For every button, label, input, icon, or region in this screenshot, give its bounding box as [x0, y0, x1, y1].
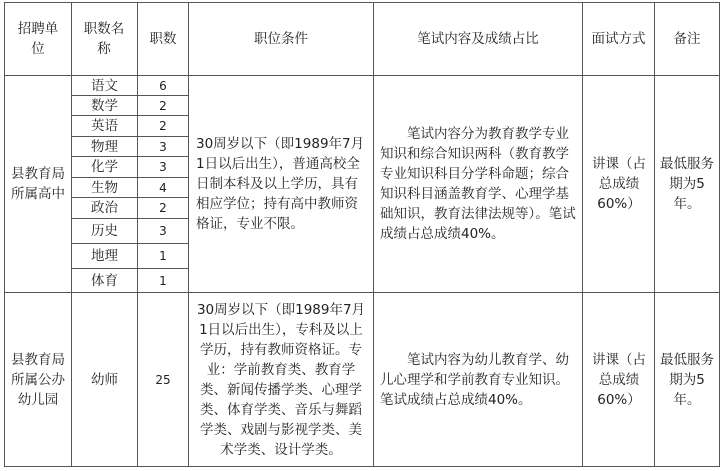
subject-name: 化学 — [91, 159, 118, 175]
subject-count: 2 — [159, 119, 167, 133]
subject-name: 体育 — [91, 272, 118, 289]
grid-line — [4, 466, 719, 467]
row2-position: 幼师 — [91, 371, 118, 388]
row2-interview: 讲课（占总成绩60%） — [592, 351, 646, 408]
row2-count: 25 — [155, 372, 171, 387]
header-conditions: 职位条件 — [254, 31, 308, 47]
subject-name: 数学 — [91, 97, 118, 114]
row1-exam: 笔试内容分为教育教学专业知识和综合知识两科（教育教学专业知识科目分学科命题；综合知识科目涵盖教育学、心理学基础知识，教育法律法规等）。笔试成绩占总成绩40%。 — [380, 126, 576, 242]
row2-remarks: 最低服务期为5年。 — [660, 351, 714, 408]
subject-name: 英语 — [91, 118, 118, 134]
header-position: 职数名称 — [83, 21, 125, 57]
subject-count: 1 — [159, 249, 167, 263]
header-exam: 笔试内容及成绩占比 — [417, 31, 539, 47]
subject-count: 6 — [159, 78, 167, 93]
header-remarks: 备注 — [673, 31, 701, 47]
header-interview: 面试方式 — [591, 31, 646, 47]
subject-name: 历史 — [91, 223, 118, 239]
subject-count: 3 — [159, 139, 167, 154]
row2-exam: 笔试内容为幼儿教育学、幼儿心理学和学前教育专业知识。笔试成绩占总成绩40%。 — [380, 351, 569, 408]
subject-name: 地理 — [91, 248, 118, 264]
row1-remarks: 最低服务期为5年。 — [660, 156, 714, 212]
subject-count: 4 — [159, 180, 167, 195]
row2-conditions: 30周岁以下（即1989年7月1日以后出生），专科及以上学历，持有教师资格证。专业：学前教育类、教育学类、新闻传播学类、心理学类、体育学类、音乐与舞蹈学类、戏剧与影视学类、美术学类、设计学类。 — [196, 301, 366, 458]
subject-name: 物理 — [91, 138, 118, 155]
row1-conditions: 30周岁以下（即1989年7月1日以后出生），普通高校全日制本科及以上学历，具有相应学位；持有高中教师资格证，专业不限。 — [196, 136, 365, 232]
row1-unit: 县教育局所属高中 — [11, 166, 65, 202]
subject-count: 1 — [159, 273, 167, 288]
subject-count: 2 — [159, 201, 167, 215]
subject-count: 3 — [159, 160, 167, 174]
subject-name: 语文 — [91, 77, 118, 94]
header-count: 职数 — [149, 31, 177, 47]
subject-name: 政治 — [91, 200, 118, 216]
header-unit: 招聘单位 — [17, 21, 59, 57]
row2-unit: 县教育局所属公办幼儿园 — [11, 351, 65, 408]
grid-line — [719, 2, 720, 467]
subject-name: 生物 — [91, 179, 118, 196]
row1-interview: 讲课（占总成绩60%） — [592, 156, 646, 212]
grid-line — [4, 2, 5, 467]
subject-count: 2 — [159, 98, 167, 113]
subject-count: 3 — [159, 224, 167, 238]
